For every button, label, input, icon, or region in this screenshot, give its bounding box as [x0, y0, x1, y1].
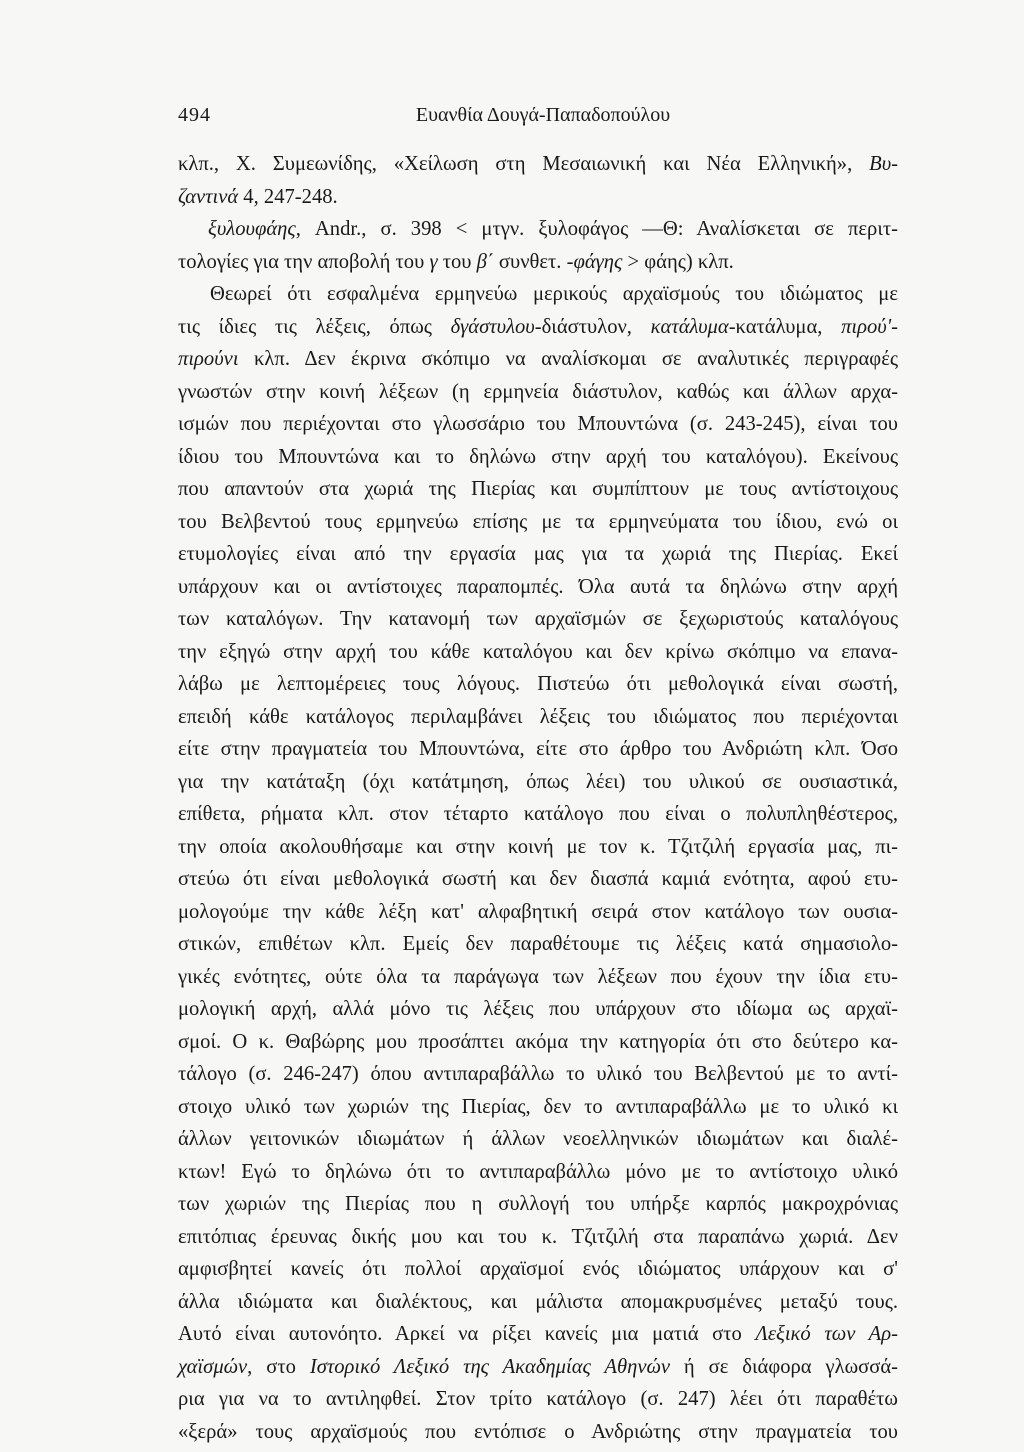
- text-run: για την κατάταξη (όχι κατάτμηση, όπως λέει) του υλικού σε ουσιαστικά,: [178, 770, 898, 793]
- text-line: [178, 571, 898, 604]
- text-line: [178, 766, 898, 799]
- text-run: κτων! Εγώ το δηλώνω ότι το αντιπαραβάλλω μόνο με το αντίστοιχο υλικό: [178, 1160, 898, 1183]
- text-run: του Βελβεντού τους ερμηνεύω επίσης με τα ερμηνεύματα του ίδιου, ενώ οι: [178, 510, 898, 533]
- italic-run: κατάλυμα: [650, 315, 729, 338]
- text-line: [178, 1091, 898, 1124]
- text-run: , στο: [247, 1355, 310, 1378]
- text-line: [178, 1123, 898, 1156]
- text-line: [178, 148, 898, 181]
- text-run: τις ίδιες τις λέξεις, όπως: [178, 315, 451, 338]
- text-run: Θεωρεί ότι εσφαλμένα ερμηνεύω μερικούς αρχαϊσμούς του ιδιώματος με: [210, 283, 898, 305]
- text-run: αμφισβητεί κανείς ότι πολλοί αρχαϊσμοί ενός ιδιώματος υπάρχουν και σ': [178, 1258, 898, 1280]
- text-line: [178, 538, 898, 571]
- text-line: [178, 408, 898, 441]
- text-line: [178, 928, 898, 961]
- text-run: άλλα ιδιώματα και διαλέκτους, και μάλιστα απομακρυσμένες μεταξύ τους.: [178, 1290, 898, 1313]
- italic-run: ξυλουφάης: [208, 218, 296, 240]
- running-header-author: Ευανθία Δουγά-Παπαδοπούλου: [415, 104, 671, 126]
- text-run: -κατάλυμα,: [728, 315, 842, 338]
- text-line: [178, 506, 898, 539]
- text-run: κλπ., Χ. Συμεωνίδης, «Χείλωση στη Μεσαιωνική και Νέα Ελληνική»,: [178, 153, 870, 175]
- text-run: γνωστών στην κοινή λέξεων (η ερμηνεία διάστυλον, καθώς και άλλων αρχα-: [178, 380, 898, 403]
- text-line: [178, 1416, 898, 1449]
- italic-run: ζαντινά: [178, 185, 239, 208]
- text-run: τάλογο (σ. 246-247) όπου αντιπαραβάλλω το υλικό του Βελβεντού με το αντί-: [178, 1063, 898, 1085]
- text-line: [178, 1058, 898, 1091]
- italic-run: δγάστυλου: [450, 315, 535, 338]
- text-line: [178, 863, 898, 896]
- italic-run: πιρούνι: [178, 348, 239, 370]
- text-run: μολογική αρχή, αλλά μόνο τις λέξεις που υπάρχουν στο ιδίωμα ως αρχαϊ-: [178, 998, 898, 1020]
- text-run: των καταλόγων. Την κατανομή των αρχαϊσμών σε ξεχωριστούς καταλόγους: [178, 608, 898, 630]
- text-run: επιτόπιας έρευνας δικής μου και του κ. Τζιτζιλή στα παραπάνω χωριά. Δεν: [178, 1225, 898, 1248]
- italic-run: χαϊσμών: [178, 1355, 248, 1378]
- italic-run: Ιστορικό Λεξικό της Ακαδημίας Αθηνών: [309, 1355, 670, 1378]
- italic-run: -φάγης: [566, 250, 623, 273]
- italic-run: Βυ-: [869, 153, 898, 175]
- text-run: στεύω ότι είναι μεθολογικά σωστή και δεν διασπά καμιά ενότητα, αφού ετυ-: [178, 868, 898, 890]
- text-run: «ξερά» τους αρχαϊσμούς που εντόπισε ο Ανδριώτης στην πραγματεία του: [178, 1420, 898, 1443]
- text-run: επίθετα, ρήματα κλπ. στον τέταρτο κατάλογο που είναι ο πολυπληθέστερος,: [178, 803, 898, 825]
- text-line: [178, 441, 898, 474]
- text-run: είτε στην πραγματεία του Μπουντώνα, είτε στο άρθρο του Ανδριώτη κλπ. Όσο: [178, 738, 898, 760]
- text-line: [178, 473, 898, 506]
- text-run: μολογούμε την κάθε λέξη κατ' αλφαβητική σειρά στον κατάλογο των ουσια-: [178, 900, 898, 923]
- italic-run: Λεξικό των Αρ-: [755, 1323, 898, 1345]
- text-run: λάβω με λεπτομέρειες τους λόγους. Πιστεύω ότι μεθολογικά είναι σωστή,: [178, 673, 898, 695]
- text-line: [178, 603, 898, 636]
- text-run: κλπ. Δεν έκρινα σκόπιμο να αναλίσκομαι σε αναλυτικές περιγραφές: [238, 348, 898, 370]
- text-run: ετυμολογίες είναι από την εργασία μας για τα χωριά της Πιερίας. Εκεί: [178, 543, 898, 565]
- text-run: του: [437, 250, 477, 273]
- text-run: επειδή κάθε κατάλογος περιλαμβάνει λέξεις του ιδιώματος που περιέχονται: [178, 705, 898, 728]
- text-run: υπάρχουν και οι αντίστοιχες παραπομπές. Όλα αυτά τα δηλώνω στην αρχή: [178, 575, 898, 598]
- text-run: την οποία ακολουθήσαμε και στην κοινή με τον κ. Τζιτζιλή εργασία μας, πι-: [178, 835, 898, 858]
- text-run: που απαντούν στα χωριά της Πιερίας και συμπίπτουν με τους αντίστοιχους: [178, 478, 898, 500]
- text-line: [178, 733, 898, 766]
- text-line: [178, 1253, 898, 1286]
- text-run: στοιχο υλικό των χωριών της Πιερίας, δεν το αντιπαραβάλλω με το υλικό κι: [178, 1095, 898, 1118]
- text-line: [178, 896, 898, 929]
- text-run: > φάης) κλπ.: [622, 250, 734, 273]
- text-line: [178, 961, 898, 994]
- text-line: [178, 246, 898, 279]
- text-line: [178, 278, 898, 311]
- text-line: [178, 1156, 898, 1189]
- text-line: [178, 636, 898, 669]
- body-text: [178, 148, 898, 1448]
- text-line: [178, 701, 898, 734]
- italic-run: γ: [429, 250, 438, 273]
- text-run: την εξηγώ στην αρχή του κάθε καταλόγου και δεν κρίνω σκόπιμο να επανα-: [178, 640, 898, 663]
- text-run: , Andr., σ. 398 < μτγν. ξυλοφάγος —Θ: Αναλίσκεται σε περιτ-: [295, 218, 898, 240]
- text-line: [178, 1351, 898, 1384]
- text-line: [178, 668, 898, 701]
- running-header: [178, 100, 898, 130]
- text-run: ή σε διάφορα γλωσσά-: [670, 1355, 899, 1378]
- text-run: 4, 247-248.: [238, 185, 338, 208]
- text-line: [178, 1286, 898, 1319]
- italic-run: β΄: [476, 250, 494, 273]
- text-line: [178, 1026, 898, 1059]
- text-line: [178, 798, 898, 831]
- text-line: [178, 1383, 898, 1416]
- text-run: στικών, επιθέτων κλπ. Εμείς δεν παραθέτουμε τις λέξεις κατά σημασιολο-: [178, 933, 898, 955]
- text-run: των χωριών της Πιερίας που η συλλογή του υπήρξε καρπός μακροχρόνιας: [178, 1193, 898, 1215]
- text-run: ισμών που περιέχονται στο γλωσσάριο του Μπουντώνα (σ. 243-245), είναι του: [178, 413, 898, 435]
- text-run: ίδιου του Μπουντώνα και το δηλώνω στην αρχή του καταλόγου). Εκείνους: [178, 445, 898, 468]
- text-line: [178, 181, 898, 214]
- text-run: σμοί. Ο κ. Θαβώρης μου προσάπτει ακόμα την κατηγορία ότι στο δεύτερο κα-: [178, 1030, 898, 1053]
- text-line: [178, 343, 898, 376]
- text-line: [178, 831, 898, 864]
- text-line: [178, 311, 898, 344]
- text-run: τολογίες για την αποβολή του: [178, 250, 430, 273]
- text-line: [178, 993, 898, 1026]
- text-run: Αυτό είναι αυτονόητο. Αρκεί να ρίξει κανείς μια ματιά στο: [178, 1323, 756, 1345]
- text-run: συνθετ.: [493, 250, 567, 273]
- text-run: άλλων γειτονικών ιδιωμάτων ή άλλων νεοελληνικών ιδιωμάτων και διαλέ-: [178, 1128, 898, 1150]
- page-number: 494: [178, 104, 211, 126]
- text-run: ρια για να το αντιληφθεί. Στον τρίτο κατάλογο (σ. 247) λέει ότι παραθέτω: [178, 1388, 898, 1410]
- text-run: γικές ενότητες, ούτε όλα τα παράγωγα των λέξεων που έχουν την ίδια ετυ-: [178, 965, 898, 988]
- text-line: [178, 213, 898, 246]
- text-line: [178, 1221, 898, 1254]
- text-run: -διάστυλον,: [534, 315, 651, 338]
- text-line: [178, 1188, 898, 1221]
- italic-run: πιρού'-: [841, 315, 898, 338]
- text-line: [178, 1318, 898, 1351]
- text-line: [178, 376, 898, 409]
